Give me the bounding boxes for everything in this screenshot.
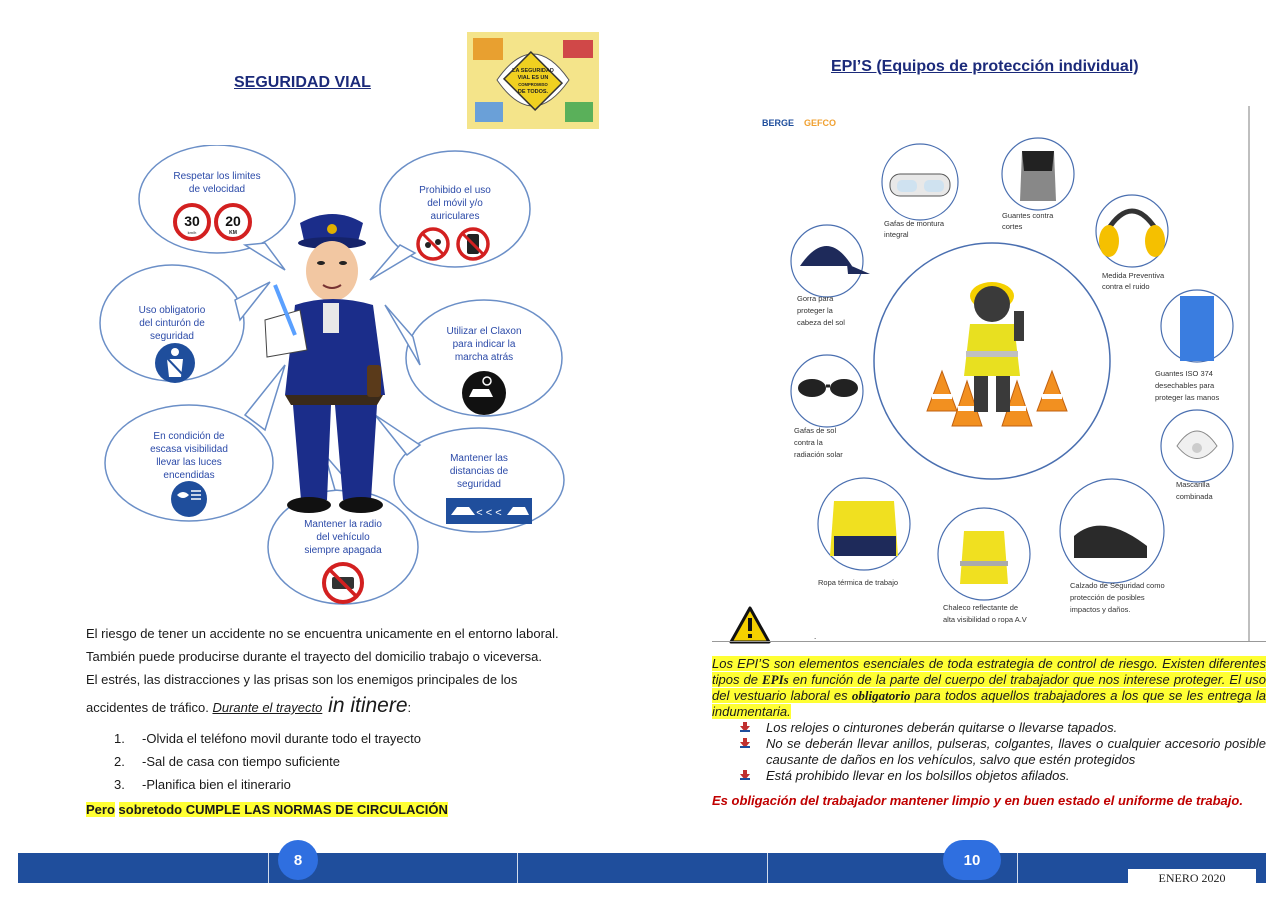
bubble-speed-text-2: de velocidad bbox=[188, 184, 246, 195]
left-paragraph-4-em: Durante el trayecto bbox=[212, 700, 323, 715]
bubble-lights-text-3: llevar las luces bbox=[156, 457, 222, 468]
logo-text-4: DE TODOS. bbox=[517, 89, 549, 95]
horn-sign-icon bbox=[462, 371, 506, 415]
label-gafas-sol-3: radiación solar bbox=[794, 450, 843, 459]
label-chaleco-2: alta visibilidad o ropa A.V bbox=[943, 615, 1027, 624]
bubble-belt-text-1: Uso obligatorio bbox=[138, 305, 206, 316]
bubble-distance-text-1: Mantener las bbox=[450, 453, 508, 464]
traffic-rules-highlight: Pero sobretodo CUMPLE LAS NORMAS DE CIRCULACIÓN bbox=[86, 802, 448, 817]
left-paragraph-4 bbox=[86, 691, 606, 723]
footer-divider bbox=[268, 853, 269, 883]
label-gafas-sol-1: Gafas de sol bbox=[794, 426, 837, 435]
warning-dot: . bbox=[814, 632, 817, 641]
disposable-gloves-icon bbox=[1180, 296, 1214, 361]
left-paragraph-4-big: in itinere bbox=[322, 694, 408, 717]
label-gorra-2: proteger la bbox=[797, 306, 833, 315]
svg-text:BERGE: BERGE bbox=[762, 118, 795, 128]
footer-divider bbox=[517, 853, 518, 883]
arrow-bullet-icon bbox=[740, 720, 766, 736]
label-mascarilla-2: combinada bbox=[1176, 492, 1213, 501]
bubble-speed-text-1: Respetar los limites bbox=[173, 171, 261, 182]
svg-text:20: 20 bbox=[225, 213, 241, 229]
label-ropa: Ropa térmica de trabajo bbox=[818, 578, 899, 587]
footer-divider bbox=[767, 853, 768, 883]
uniform-obligation-text: Es obligación del trabajador mantener limpio y en buen estado el uniforme de trabajo. bbox=[712, 793, 1243, 808]
road-safety-logo bbox=[467, 32, 599, 129]
label-medida-1: Medida Preventiva bbox=[1102, 271, 1165, 280]
label-guantes-cortes-2: cortes bbox=[1002, 222, 1023, 231]
svg-text:km/h: km/h bbox=[187, 230, 197, 235]
bubble-lights-text-4: encendidas bbox=[163, 470, 215, 481]
bubble-lights-text-2: escasa visibilidad bbox=[150, 444, 228, 455]
label-calzado-1: Calzado de Seguridad como bbox=[1070, 581, 1165, 590]
police-road-safety-illustration bbox=[95, 145, 575, 605]
no-radio-sign-icon bbox=[324, 564, 362, 602]
safety-goggles-icon bbox=[890, 174, 950, 196]
left-paragraph-4-start: accidentes de tráfico. bbox=[86, 700, 213, 715]
bubble-distance-text-2: distancias de bbox=[449, 466, 509, 477]
right-body-text bbox=[712, 656, 1266, 809]
left-paragraph-4-end: : bbox=[407, 700, 412, 715]
arrow-bullet-icon bbox=[740, 768, 766, 784]
rules-list bbox=[712, 720, 1266, 784]
epi-equipment-illustration bbox=[752, 106, 1252, 641]
label-gorra-1: Gorra para bbox=[797, 294, 834, 303]
logo-text-3: COMPROMISO bbox=[518, 82, 548, 87]
svg-text:GEFCO: GEFCO bbox=[804, 118, 837, 128]
page-number-left: 8 bbox=[278, 840, 318, 880]
arrow-bullet-icon bbox=[740, 736, 766, 768]
label-medida-2: contra el ruido bbox=[1102, 282, 1150, 291]
svg-text:< < <: < < < bbox=[476, 507, 502, 519]
svg-text:KM: KM bbox=[229, 230, 237, 236]
police-officer-figure bbox=[265, 214, 385, 513]
left-paragraph-1: El riesgo de tener un accidente no se encuentra unicamente en el entorno laboral. bbox=[86, 626, 559, 641]
safe-distance-sign-icon bbox=[446, 498, 532, 524]
left-paragraph-3: El estrés, las distracciones y las prisas son los enemigos principales de los bbox=[86, 672, 518, 687]
bubble-speed bbox=[139, 145, 295, 253]
bubble-belt-text-2: del cinturón de bbox=[139, 318, 205, 329]
seatbelt-sign-icon bbox=[155, 343, 195, 383]
bubble-horn-text-3: marcha atrás bbox=[454, 352, 514, 363]
list-item: 2. -Sal de casa con tiempo suficiente bbox=[114, 754, 340, 769]
berge-gefco-logo bbox=[762, 118, 836, 128]
list-item: No se deberán llevar anillos, pulseras, colgantes, llaves o cualquier accesorio posible causante de daños en los vehículos, salvo que estén protegidos bbox=[712, 736, 1266, 768]
label-chaleco-1: Chaleco reflectante de bbox=[943, 603, 1019, 612]
bubble-phone-text-3: auriculares bbox=[430, 211, 480, 222]
bubble-lights-text-1: En condición de bbox=[153, 431, 225, 442]
footer-divider bbox=[1017, 853, 1018, 883]
footer-bar bbox=[18, 853, 1266, 883]
epis-intro-paragraph: Los EPI’S son elementos esenciales de toda estrategia de control de riesgo. Existen diferentes tipos de EPIs en función de la parte del cuerpo del trabajador que nos interese proteger. El uso del vestuario laboral es obligatorio para todos aquellos trabajadores a los que se les entrega la indumentaria. bbox=[712, 656, 1266, 719]
label-guantes-cortes-1: Guantes contra bbox=[1002, 211, 1054, 220]
label-gafas-sol-2: contra la bbox=[794, 438, 823, 447]
warning-triangle-icon bbox=[729, 606, 771, 644]
bubble-horn-text-2: para indicar la bbox=[452, 339, 516, 350]
bubble-distance-text-3: seguridad bbox=[457, 479, 501, 490]
label-calzado-3: impactos y daños. bbox=[1070, 605, 1131, 614]
list-item: 3. -Planifica bien el itinerario bbox=[114, 777, 291, 792]
thermal-clothing-icon bbox=[830, 501, 898, 556]
left-paragraph-2: También puede producirse durante el trayecto del domicilio trabajo o viceversa. bbox=[86, 649, 542, 664]
label-guantes-iso-2: desechables para bbox=[1155, 381, 1215, 390]
footer-date: ENERO 2020 bbox=[1128, 869, 1256, 887]
bubble-radio-text-3: siempre apagada bbox=[304, 545, 382, 556]
list-item: Está prohibido llevar en los bolsillos objetos afilados. bbox=[712, 768, 1266, 784]
label-calzado-2: protección de posibles bbox=[1070, 593, 1145, 602]
logo-text-1: LA SEGURIDAD bbox=[512, 68, 554, 74]
label-gafas-2: integral bbox=[884, 230, 909, 239]
svg-text:30: 30 bbox=[184, 213, 200, 229]
label-gorra-3: cabeza del sol bbox=[797, 318, 845, 327]
bubble-belt-text-3: seguridad bbox=[150, 331, 194, 342]
label-guantes-iso-1: Guantes ISO 374 bbox=[1155, 369, 1213, 378]
label-gafas-1: Gafas de montura bbox=[884, 219, 945, 228]
page-number-right: 10 bbox=[943, 840, 1001, 880]
page-title-seguridad-vial: SEGURIDAD VIAL bbox=[234, 74, 371, 91]
headlights-sign-icon bbox=[171, 481, 207, 517]
tips-list bbox=[86, 727, 606, 796]
cut-gloves-icon bbox=[1020, 151, 1056, 201]
label-guantes-iso-3: proteger las manos bbox=[1155, 393, 1220, 402]
label-mascarilla-1: Mascarilla bbox=[1176, 480, 1210, 489]
list-item: Los relojes o cinturones deberán quitarse o llevarse tapados. bbox=[712, 720, 1266, 736]
bubble-radio-text-1: Mantener la radio bbox=[304, 519, 382, 530]
separator-line bbox=[712, 641, 1266, 642]
bubble-phone-text-2: del móvil y/o bbox=[427, 198, 483, 209]
page-title-epis: EPI’S (Equipos de protección individual) bbox=[831, 58, 1139, 75]
left-body-text bbox=[86, 622, 606, 821]
reflective-vest-icon bbox=[960, 531, 1008, 584]
logo-text-2: VIAL ES UN bbox=[517, 75, 549, 81]
bubble-radio-text-2: del vehículo bbox=[316, 532, 370, 543]
bubble-phone-text-1: Prohibido el uso bbox=[419, 185, 491, 196]
list-item: 1. -Olvida el teléfono movil durante todo el trayecto bbox=[114, 731, 421, 746]
bubble-horn-text-1: Utilizar el Claxon bbox=[446, 326, 522, 337]
